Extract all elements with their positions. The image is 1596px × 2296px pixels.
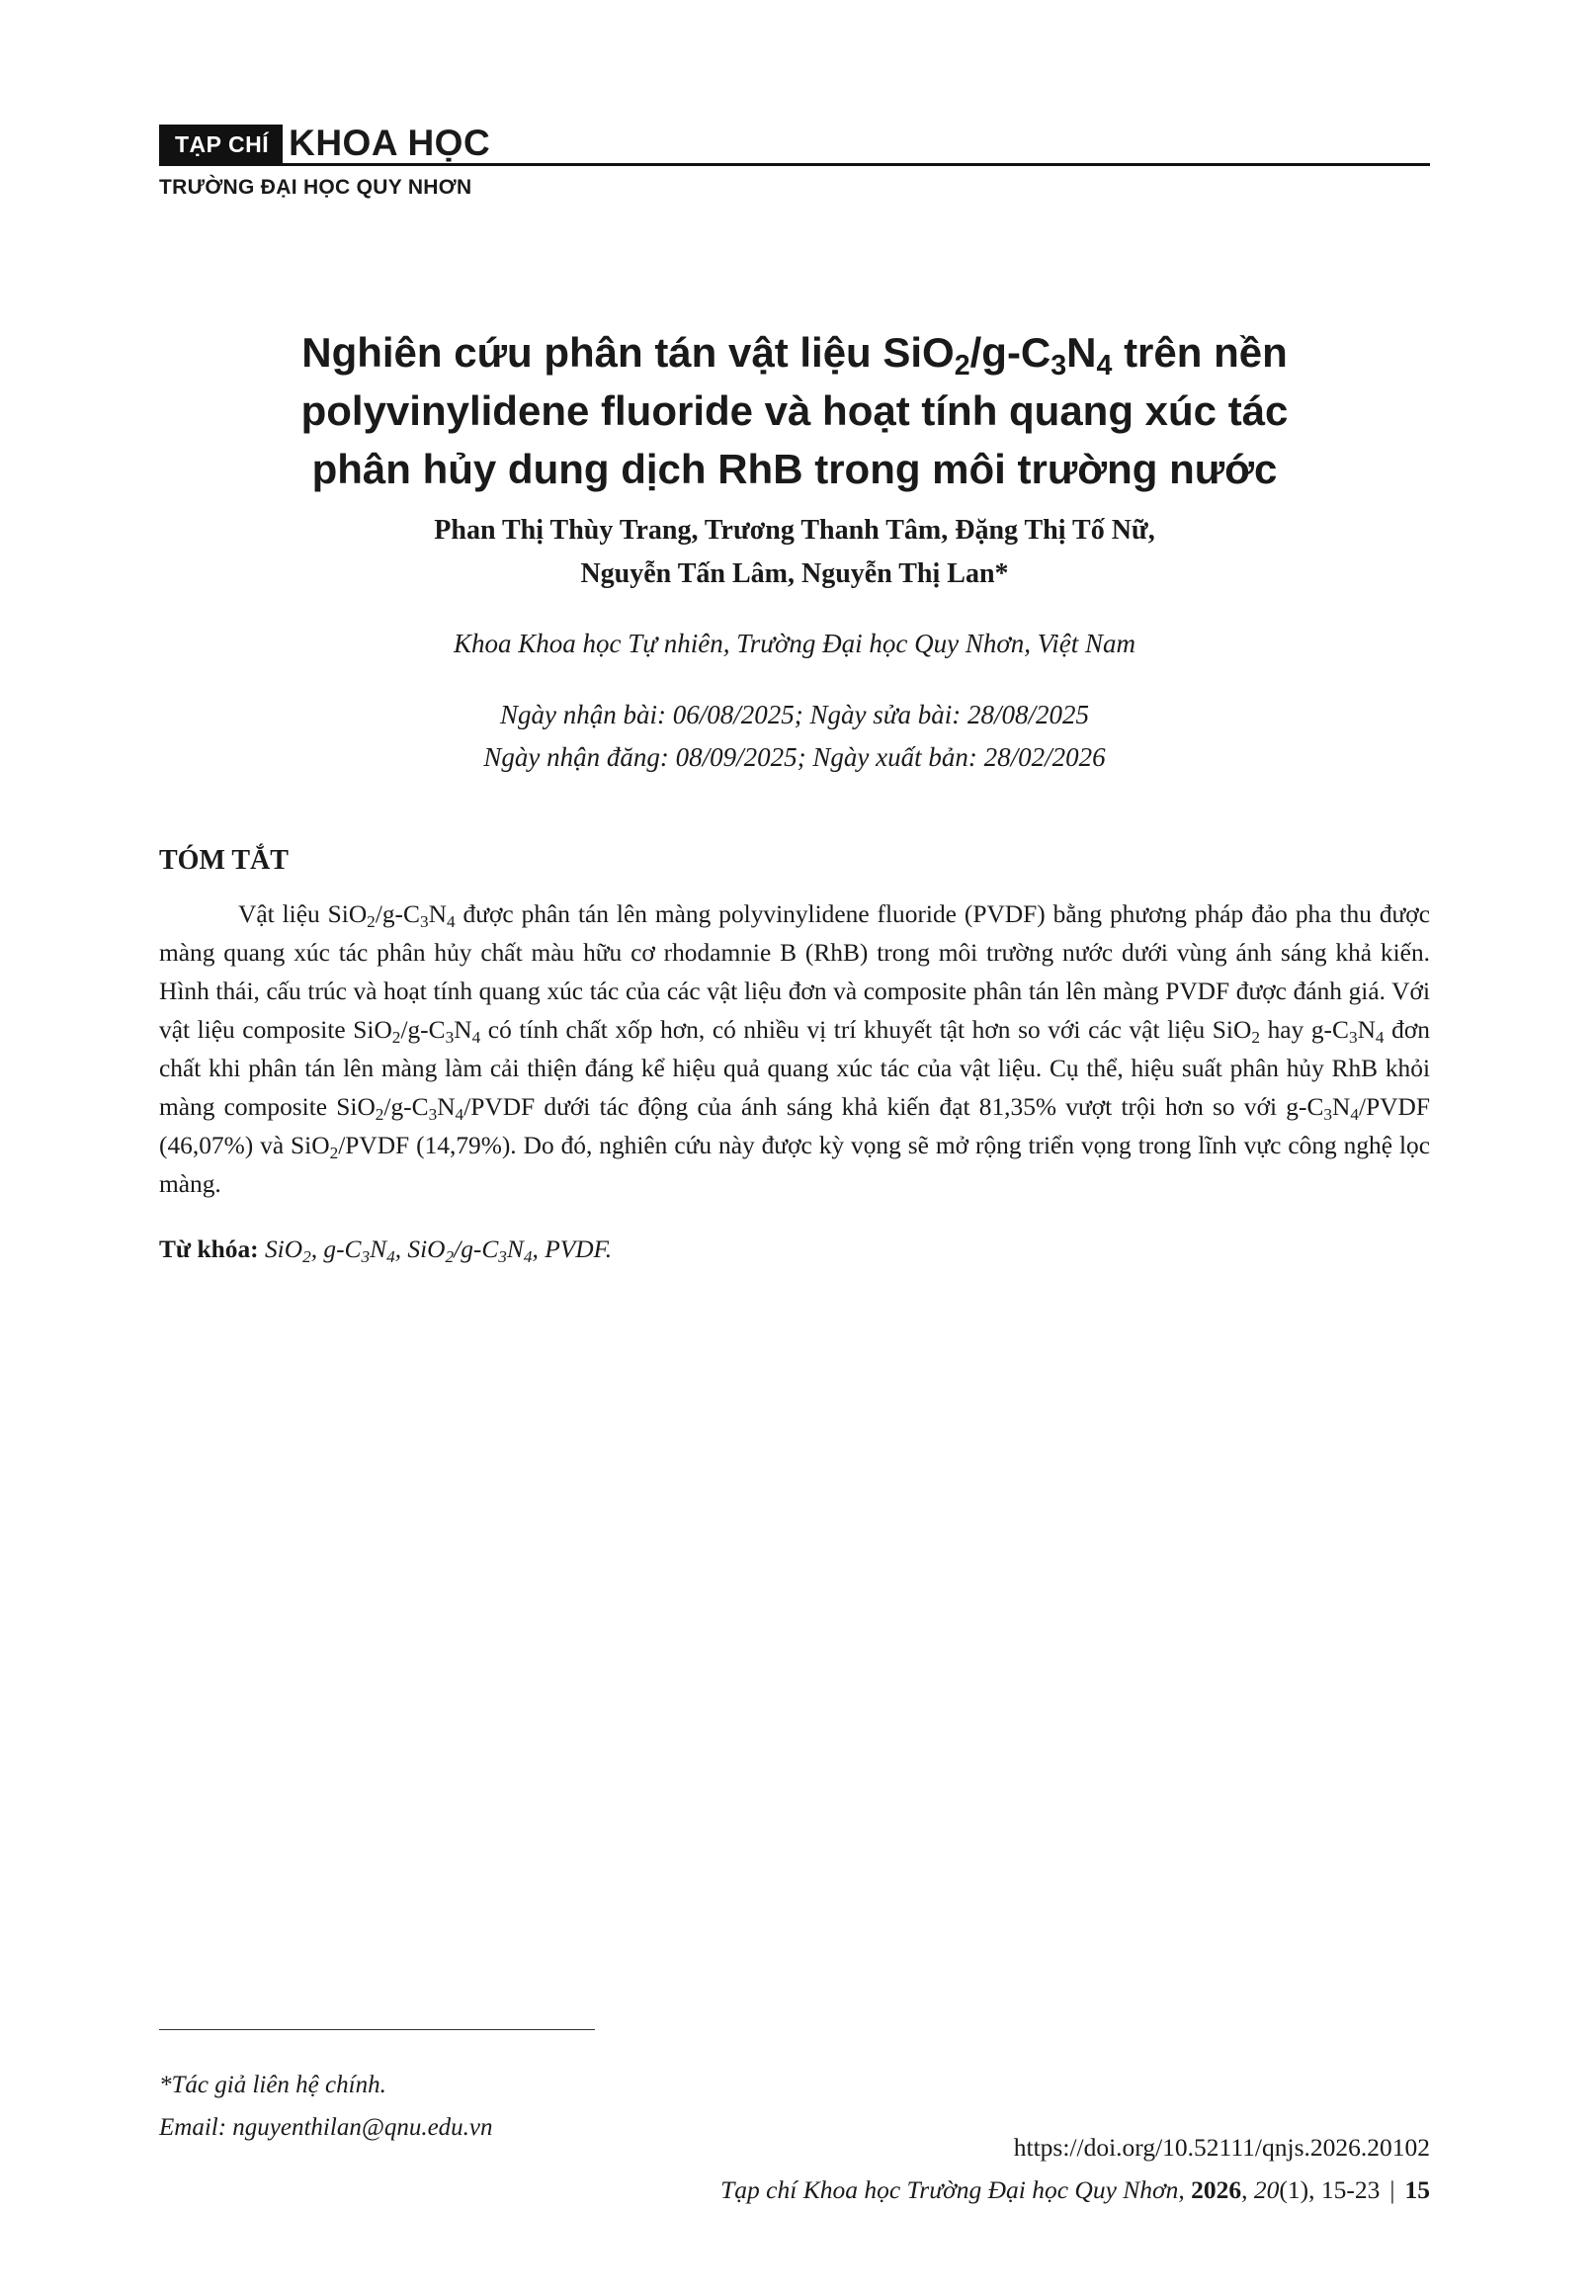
abstract-text: /PVDF (14,79%). Do đó, nghiên cứu này được kỳ vọng sẽ mở rộng triển vọng trong lĩnh vực công nghệ lọc màng. [159,1132,1430,1198]
keyword-text: , g-C [310,1235,362,1263]
citation-journal: Tạp chí Khoa học Trường Đại học Quy Nhơn, [720,2175,1185,2204]
abstract-subscript: 2 [375,1104,384,1124]
abstract-subscript: 2 [391,1027,401,1047]
affiliation: Khoa Khoa học Tự nhiên, Trường Đại học Quy Nhơn, Việt Nam [453,629,1136,658]
keyword-subscript: 4 [386,1246,395,1266]
author-list [159,509,1430,596]
keywords [159,1231,1430,1269]
abstract-subscript: 2 [1251,1027,1260,1047]
abstract-text: được phân tán lên màng polyvinylidene fluoride (PVDF) bằng phương pháp đảo pha thu được màng quang xúc tác phân hủy chất màu hữu cơ rhodamnie B (RhB) trong môi trường nước dưới vùng ánh sáng khả kiến. Hình thái, cấu trúc và hoạt tính quang xúc tác của các vật liệu đơn và composite phân tán lên màng PVDF được đánh giá. Với vật liệu composite SiO [159,900,1430,1044]
university-name: TRƯỜNG ĐẠI HỌC QUY NHƠN [159,176,472,199]
abstract-subscript: 4 [455,1104,464,1124]
corresponding-email: Email: nguyenthilan@qnu.edu.vn [159,2114,493,2141]
citation-volume: 20 [1253,2175,1280,2204]
title-subscript: 2 [954,349,970,382]
authors-line-2: Nguyễn Tấn Lâm, Nguyễn Thị Lan* [580,558,1009,589]
dates-line-2: Ngày nhận đăng: 08/09/2025; Ngày xuất bản: 28/02/2026 [483,742,1106,772]
keywords-label: Từ khóa: [159,1235,259,1263]
keyword-list [264,1235,613,1266]
abstract-text: /PVDF (46,07%) và SiO [159,1093,1430,1159]
abstract-subscript: 3 [428,1104,438,1124]
abstract-text: N [428,900,447,928]
abstract-text: có tính chất xốp hơn, có nhiều vị trí khuyết tật hơn so với các vật liệu SiO [480,1016,1252,1044]
keyword-subscript: 2 [445,1246,455,1266]
abstract-text: N [454,1016,472,1044]
citation-issue: (1), 15-23 [1279,2175,1381,2204]
abstract-text: N [437,1093,456,1121]
keyword-text: /g-C [454,1235,499,1263]
citation: Tạp chí Khoa học Trường Đại học Quy Nhơn, 2026, 20(1), 15-23 | 15 [720,2175,1430,2204]
footnote [159,2064,493,2149]
keyword-text: SiO [264,1235,303,1263]
title-line-1 [159,323,1430,382]
abstract-subscript: 3 [419,911,429,931]
abstract-text: đơn chất khi phân tán lên màng làm cải thiện đáng kể hiệu quả quang xúc tác của vật liệu. Cụ thể, hiệu suất phân hủy RhB khỏi màng composite SiO [159,1016,1430,1121]
page-footer [720,2126,1430,2211]
abstract-subscript: 3 [1348,1027,1358,1047]
title-subscript: 4 [1096,349,1113,382]
footnote-divider [159,2029,595,2030]
title-text: /g-C [969,329,1051,376]
title-line-3: phân hủy dung dịch RhB trong môi trường nước [311,446,1278,492]
abstract-text: /g-C [383,1093,429,1121]
journal-masthead [159,120,1430,166]
title-line-2: polyvinylidene fluoride và hoạt tính quang xúc tác [300,387,1289,434]
abstract-subscript: 2 [329,1143,339,1162]
title-text: trên nền [1112,329,1288,376]
abstract-body [159,895,1430,1204]
keyword-text: N [370,1235,387,1263]
abstract-text: N [1357,1016,1376,1044]
keyword-subscript: 2 [302,1246,311,1266]
keyword-subscript: 3 [361,1246,371,1266]
abstract-subscript: 2 [367,911,376,931]
keyword-subscript: 4 [523,1246,533,1266]
citation-separator: | [1389,2175,1395,2204]
citation-year: 2026 [1191,2175,1242,2204]
abstract-text: /PVDF dưới tác động của ánh sáng khả kiến đạt 81,35% vượt trội hơn so với g-C [463,1093,1324,1121]
article-dates [159,694,1430,779]
doi-link[interactable]: https://doi.org/10.52111/qnjs.2026.20102 [1013,2133,1430,2162]
abstract-subscript: 4 [471,1027,481,1047]
abstract-subscript: 3 [445,1027,455,1047]
keyword-text: , SiO [394,1235,446,1263]
corresponding-author-note: *Tác giả liên hệ chính. [159,2072,386,2098]
journal-header [159,120,1430,200]
abstract-heading: TÓM TẮT [159,845,289,876]
keyword-text: N [506,1235,524,1263]
journal-name: KHOA HỌC [289,123,491,163]
abstract-subscript: 3 [1323,1104,1333,1124]
title-subscript: 3 [1050,349,1067,382]
keyword-subscript: 3 [498,1246,507,1266]
abstract-text: /g-C [400,1016,446,1044]
title-text: Nghiên cứu phân tán vật liệu SiO [301,329,955,376]
abstract-text: Vật liệu SiO [238,900,368,928]
abstract-subscript: 4 [1375,1027,1385,1047]
keyword-text: , PVDF. [532,1235,613,1263]
abstract-text: hay g-C [1259,1016,1349,1044]
abstract-subscript: 4 [446,911,456,931]
journal-badge: TẠP CHÍ [159,125,283,163]
authors-line-1: Phan Thị Thùy Trang, Trương Thanh Tâm, Đặng Thị Tố Nữ, [434,515,1155,546]
abstract-text: /g-C [375,900,420,928]
dates-line-1: Ngày nhận bài: 06/08/2025; Ngày sửa bài: 28/08/2025 [500,700,1089,729]
abstract-subscript: 4 [1350,1104,1360,1124]
title-text: N [1066,329,1097,376]
page-number: 15 [1404,2175,1430,2204]
abstract-text: N [1332,1093,1351,1121]
paper-title [159,323,1430,498]
